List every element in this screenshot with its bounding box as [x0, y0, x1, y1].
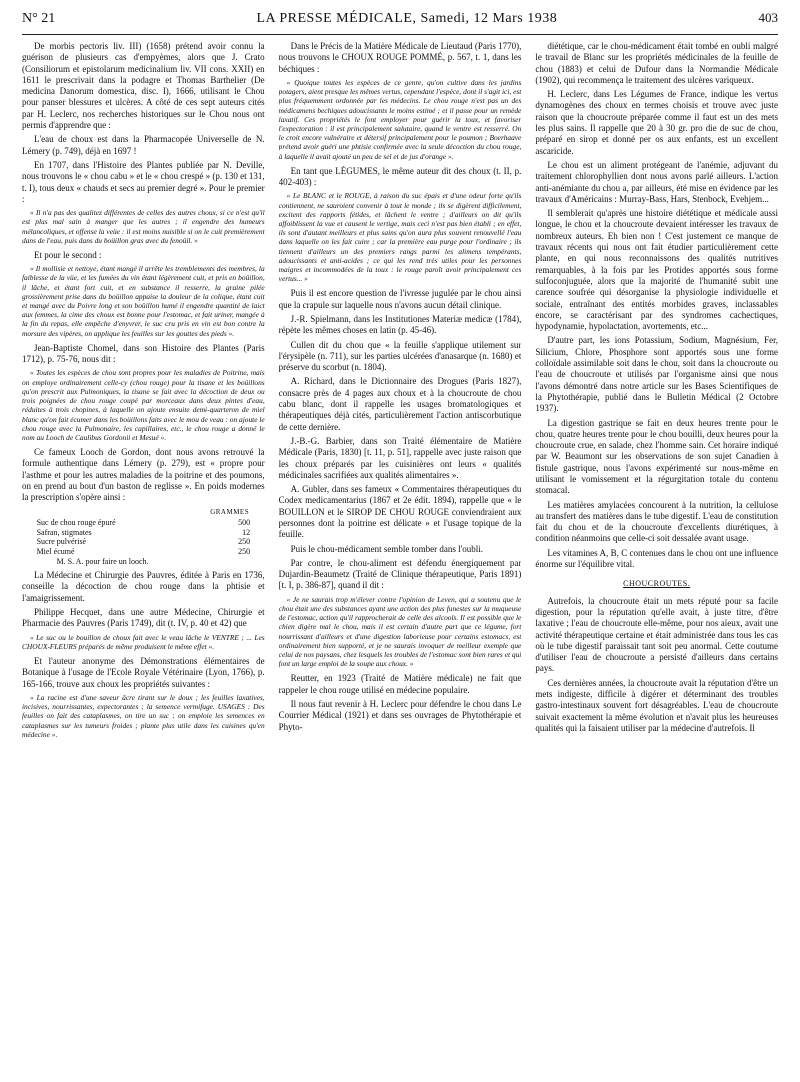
paragraph: Ces dernières années, la choucroute avait la réputation d'être un mets indigeste, difficile à digérer et déterminant des troubles gastro-intestinaux souvent fort désagréables. L'eau de choucroute suivait exactement la même évolution et n'avait plus les heureuses qualités qui la faisaient utiliser par la médecine d'autrefois. Il: [535, 677, 778, 733]
paragraph: J.-R. Spielmann, dans les Institutiones Materiæ medicæ (1784), répète les mêmes choses en latin (p. 45-46).: [278, 313, 522, 336]
quotation: « Toutes les espèces de chou sont propres pour les maladies de Poitrine, mais on employe ordinairement celle-cy (chou rouge) pour la tisane et les boüillons qu'on prescrit aux Pulmoniques, la tisane se fait avec la décoction de deux ou trois poignées de chou rouge coupé par morceaux dans deux pintes d'eau, réduites à trois chopines, à laquelle on ajoute ensuite demi-quarteron de miel blanc qu'on fait écumer dans les boüillons faits avec le mou de veau : on ajoute le chou rouge avec la Pulmonaire, les capillaires, etc., le chou rouge a donné le nom au Looch de Caulibus Gordonii et Mesué ».: [22, 368, 265, 442]
quotation: « Quoique toutes les espèces de ce genre, qu'on cultive dans les jardins potagers, aient presque les mêmes vertus, cependant l'espèce, dont il s'agit ici, est plus fréquemment ordonnée par les médecins. Le chou rouge n'est pas un des médicamens bechiques adoucissants le moins estimé ; et il passe pour un remède laxatif. Ces propriétés le font employer pour guérir la toux, et favoriser l'expectoration : il est principalement salutaire, quand le ventre est resserré. On le croit encore vulnéraire et détersif principalement pour le poumon ; Boerhaave prétend avoir guéri une phtisie confirmée avec la seule décoction du chou rouge, à laquelle il avait ajouté un peu de sel et de jus d'orange ».: [278, 77, 522, 161]
paragraph: H. Leclerc, dans Les Légumes de France, indique les vertus dynamogènes des choux en termes choisis et trouve avec juste raison que la choucroute préparée comme il faut est un des mets les plus sains. Il rappelle que 20 à 30 gr. pro die de suc de chou, préparé en sirop et donné per os aux enfants, est un excellent ascaricide.: [535, 89, 778, 156]
paragraph: Dans le Précis de la Matière Médicale de Lieutaud (Paris 1770), nous trouvons le CHOUX ROUGE POMMÉ, p. 567, t. 1, dans les béchiques :: [278, 41, 522, 74]
recipe-row: Miel écumé 250: [36, 546, 251, 556]
article-columns: [22, 41, 778, 1071]
paragraph: De morbis pectoris liv. III) (1658) prétend avoir connu la guérison de plusieurs cas d'empyèmes, alors que J. Crato (Consiliorum et epistolarum medicinalium liv. VII cons. XXII) en 1611 le prescrivait dans la podagre et Thomas Barthelier (De medicina Danorum domestica, disc. I), 1666, utilisant le Chou pour panser blessures et ulcères. A côté de ces sept auteurs cités par H. Leclerc, nos recherches historiques sur le Chou nous ont permis d'apprendre que :: [22, 41, 265, 131]
page-header: [22, 10, 778, 35]
paragraph: Philippe Hecquet, dans une autre Médecine, Chirurgie et Pharmacie des Pauvres (Paris 1749), dit (t. IV, p. 40 et 42) que: [22, 607, 265, 629]
paragraph: Cullen dit du chou que « la feuille s'applique utilement sur l'érysipèle (n. 711), sur les parties ulcérées d'anasarque (n. 1680) et préserve du scorbut (n. 1804).: [278, 339, 522, 373]
quotation: « Le suc ou le bouillon de choux fait avec le veau lâche le VENTRE ; ... Les CHOUX-FLEURS préparés de même produisent le même effet ».: [22, 632, 265, 651]
paragraph: Le chou est un aliment protégeant de l'anémie, adjuvant du traitement chlorophyllien dont nous avons parlé ailleurs. L'action anti-anémiante du chou a, par ailleurs, été mise en évidence par les travaux d'Américains : Murray-Bass, Hars, Stenbock, Evehjem...: [535, 159, 778, 204]
paragraph: Par contre, le chou-aliment est défendu énergiquement par Dujardin-Beaumetz (Traité de Clinique thérapeutique, Paris 1891) [t. I, p. 386-87], quand il dit :: [278, 557, 522, 591]
quotation: « Le BLANC et le ROUGE, à raison du suc épais et d'une odeur forte qu'ils contiennent, ne sauroient convenir à tout le monde ; ils se digèrent difficilement, excitent des rapports fétides, et lâchent le ventre ; d'ailleurs on dit qu'ils affoiblissent la vue et causent le vertige, mais ceci n'est pas bien établi ; en effet, ils sont d'autant meilleurs et plus sains qu'on aura plus souvent renouvellé l'eau dans laquelle on les fait cuire ; car la première eau purge pour l'ordinaire ; ils tiennent d'ailleurs un des premiers rangs parmi les alimens tempérants, adoucissants et anti-acides ; ce qui les rend très utiles pour les personnes maigres et incommodées de la toux : le rouge paroît avoir principalement ces vertus... »: [278, 191, 522, 284]
paragraph: L'eau de choux est dans la Pharmacopée Universelle de N. Lémery (p. 749), déjà en 1697 !: [22, 134, 265, 156]
publication-title: LA PRESSE MÉDICALE, Samedi, 12 Mars 1938: [256, 11, 558, 26]
paragraph: J.-B.-G. Barbier, dans son Traité élémentaire de Matière Médicale (Paris, 1830) [t. 11, p. 51], rappelle avec juste raison que les choux préparés par les cuisinières ont leurs « qualités médicinales sacrifiées aux qualités alimentaires ».: [278, 435, 522, 480]
recipe-unit: GRAMMES: [210, 507, 250, 516]
recipe-row: Suc de chou rouge épuré 500: [36, 518, 251, 528]
paragraph: Reutter, en 1923 (Traité de Matière médicale) ne fait que rappeler le chou rouge utilisé en médecine populaire.: [278, 673, 522, 695]
paragraph: Il nous faut revenir à H. Leclerc pour défendre le chou dans Le Courrier Médical (1921) et dans ses ouvrages de Phytothérapie et Phyto-: [278, 698, 522, 732]
paragraph: Ce fameux Looch de Gordon, dont nous avons retrouvé la formule authentique dans Lémery (p. 279), est « propre pour l'asthme et pour les autres maladies de la poitrine et des poumons, on en prend au bout d'un baston de reglisse ». En poids modernes la prescription s'opère ainsi :: [22, 447, 265, 503]
paragraph: Il semblerait qu'après une histoire diététique et médicale aussi longue, le chou et la choucroute devaient intéresser les travaux de nombreux auteurs. Eh bien non ! C'est justement ce manque de travaux récents qui nous ont fait étudier particulièrement cette plante, en qui nous reconnaissons des qualités nutritives remarquables, à la fois par les Protides apportés sous forme sulfoconjuguée, alors que la majorité de l'humanité subit une carence soufrée qui désorganise la physiologie individuelle et sociale, entraînant des entités morbides graves, inclassables encore, se caractérisant par des syndromes cachectiques, hypodynamie, hypolactation, avortements, etc...: [535, 208, 778, 332]
column-3: [535, 41, 778, 1071]
recipe-note: M. S. A. pour faire un looch.: [56, 556, 149, 566]
paragraph: Puis le chou-médicament semble tomber dans l'oubli.: [290, 543, 484, 554]
paragraph: Autrefois, la choucroute était un mets réputé pour sa facile digestion, pour la réputation qu'elle avait, à juste titre, d'être laxative ; l'eau de choucroute elle-même, pour nos aïeux, avait une activité thérapeutique certaine et était administrée dans tous les cas où le tube digestif paraissait tant soit peu anormal. Cette coutume d'utiliser l'eau de choucroute a persisté d'ailleurs dans certains pays.: [535, 595, 778, 674]
paragraph: A. Richard, dans le Dictionnaire des Drogues (Paris 1827), consacre près de 4 pages aux choux et à la choucroute de chou cabu blanc, dont il rappelle les usages bromatologiques et thérapeutiques déjà cités, particulièrement l'action antiscorbutique de cette dernière.: [278, 376, 522, 432]
recipe-row: Sucre pulvérisé 250: [36, 537, 251, 547]
paragraph: En 1707, dans l'Histoire des Plantes publiée par N. Deville, nous trouvons le « chou cabu » et le « chou crespé » (p. 130 et 131, t. I), tous deux « chauds et secs au premier degré ». Pour le premier :: [22, 159, 265, 204]
paragraph: En tant que LÉGUMES, le même auteur dit des choux (t. II, p. 402-403) :: [278, 165, 522, 188]
paragraph: La digestion gastrique se fait en deux heures trente pour le chou, quatre heures trente pour le chou bouilli, deux heures pour la choucroute crue, en salade, chez l'homme sain. Cet horaire indiqué par W. Beaumont sur les observations de son sujet Canadien à fistule gastrique, nous l'avons expérimenté sur nous-même en utilisant le vomissement et la régurgitation totale du contenu stomacal.: [535, 417, 778, 496]
paragraph: La Médecine et Chirurgie des Pauvres, éditée à Paris en 1736, conseille la décoction de chou rouge dans la phtisie et l'amaigrissement.: [22, 570, 265, 603]
paragraph: Les matières amylacées concourent à la nutrition, la cellulose au transfert des matières dans le tube digestif. L'eau de constitution fait du chou et de la choucroute d'excellents diurétiques, à condition néanmoins que celle-ci soit dessalée avant usage.: [535, 499, 778, 544]
quotation: « Je ne saurais trop m'élever contre l'opinion de Leven, qui a soutenu que le chou était une des substances ayant une action des plus funestes sur la muqueuse de l'estomac, action qu'il rapprocherait de celle des alcools. Il est possible que le chien digère mal le chou, mais il est certain d'autre part que ce légume, fort nourrissant d'ailleurs et d'une digestion laborieuse pour certains estomacs, est ordinairement bien supporté, et je ne saurais invoquer de meilleur exemple que celui de nos paysans, chez lesquels les troubles de l'estomac sont bien rares et qui font un large emploi de la soupe aux choux. »: [278, 594, 522, 669]
column-2: [279, 41, 522, 1071]
recipe-row: Safran, stigmates 12: [36, 527, 251, 537]
column-1: [22, 41, 265, 1071]
quotation: « La racine est d'une saveur âcre tirant sur le doux ; les feuilles laxatives, incisives, nourrissantes, expectorantes ; la semence vermifuge. USAGES : Des feuilles on fait des cataplasmes, on tire un suc ; on emploie les semences en cataplasmes sur les tumeurs froides ; plante plus utile dans les cuisines qu'en médecine ».: [22, 692, 265, 739]
issue-number: N° 21: [22, 11, 56, 26]
paragraph: Et pour le second :: [34, 249, 102, 260]
paragraph: Les vitamines A, B, C contenues dans le chou ont une influence énorme sur l'équilibre vital.: [535, 547, 778, 570]
section-heading: CHOUCROUTES.: [623, 579, 691, 589]
paragraph: A. Gubler, dans ses fameux « Commentaires thérapeutiques du Codex medicamentarius (1867 et 2e édit. 1894), rappelle que « le BOUILLON et le SIROP DE CHOU ROUGE conviendraient aux personnes dont la poitrine est délicate » et l'usage topique de la feuille.: [278, 484, 522, 540]
quotation: « Il mollisie et nettoye, étant mangé il arrête les tremblements des membres, la faiblesse de la vüe, et les fumées du vin étant légèrement cuit, et pris en boüillon, il lâche, et étant fort cuit, et en substance il resserre, la graine pilée grossièrement prise dans du boüillon appaise la douleur de la colique, étant cuit et mangé avec du Poivre long et son boüillon humé il engendre quantité de laict aux femmes, la cime des choux est bonne pour l'estomac, et fait uriner, mangée à la fin du repas, elle empêche d'enyvrer, le suc cru pris en vin est bon contre la morsure des vipères, on applique les feuilles sur les gouttes des pieds ».: [22, 264, 265, 338]
paragraph: Puis il est encore question de l'ivresse jugulée par le chou ainsi que la crapule sur laquelle nous n'avons aucun détail clinique.: [278, 288, 522, 310]
page-number: 403: [758, 10, 778, 25]
paragraph: D'autre part, les ions Potassium, Sodium, Magnésium, Fer, Silicium, Chlore, Phosphore sont apportés sous une forme colloïdale assimilable soit dans le chou, soit dans la choucroute ou l'eau de choucroute et utilisés par l'organisme ainsi que nous l'avons démontré dans notre article sur les Bases Scientifiques de la Phytothérapie, publié dans le Bulletin Médical (2 Octobre 1937).: [535, 335, 778, 414]
paragraph: diététique, car le chou-médicament était tombé en oubli malgré le travail de Blanc sur les propriétés médicinales de la feuille de chou (1883) et celui de Dufour dans la Normandie Médicale (1902), qui recommença le traitement des ulcères variqueux.: [535, 41, 778, 85]
paragraph: Et l'auteur anonyme des Démonstrations élémentaires de Botanique à l'usage de l'Ecole Royale Vétérinaire (Lyon, 1766), p. 165-166, trouve aux choux les propriétés suivantes :: [22, 656, 265, 689]
quotation: « Il n'a pas des qualitez différentes de celles des autres choux, si ce n'est qu'il est plus mal sain à manger que les autres ; il engendre des humeurs mélancoliques, et offense la veüe : il est moins nuisible si on le cuit premièrement dans de l'eau, puis dans du boüillon gras avec du fenoüil. »: [22, 208, 265, 245]
recipe-table: [37, 507, 251, 567]
paragraph: Jean-Baptiste Chomel, dans son Histoire des Plantes (Paris 1712), p. 75-76, nous dit :: [22, 342, 265, 365]
